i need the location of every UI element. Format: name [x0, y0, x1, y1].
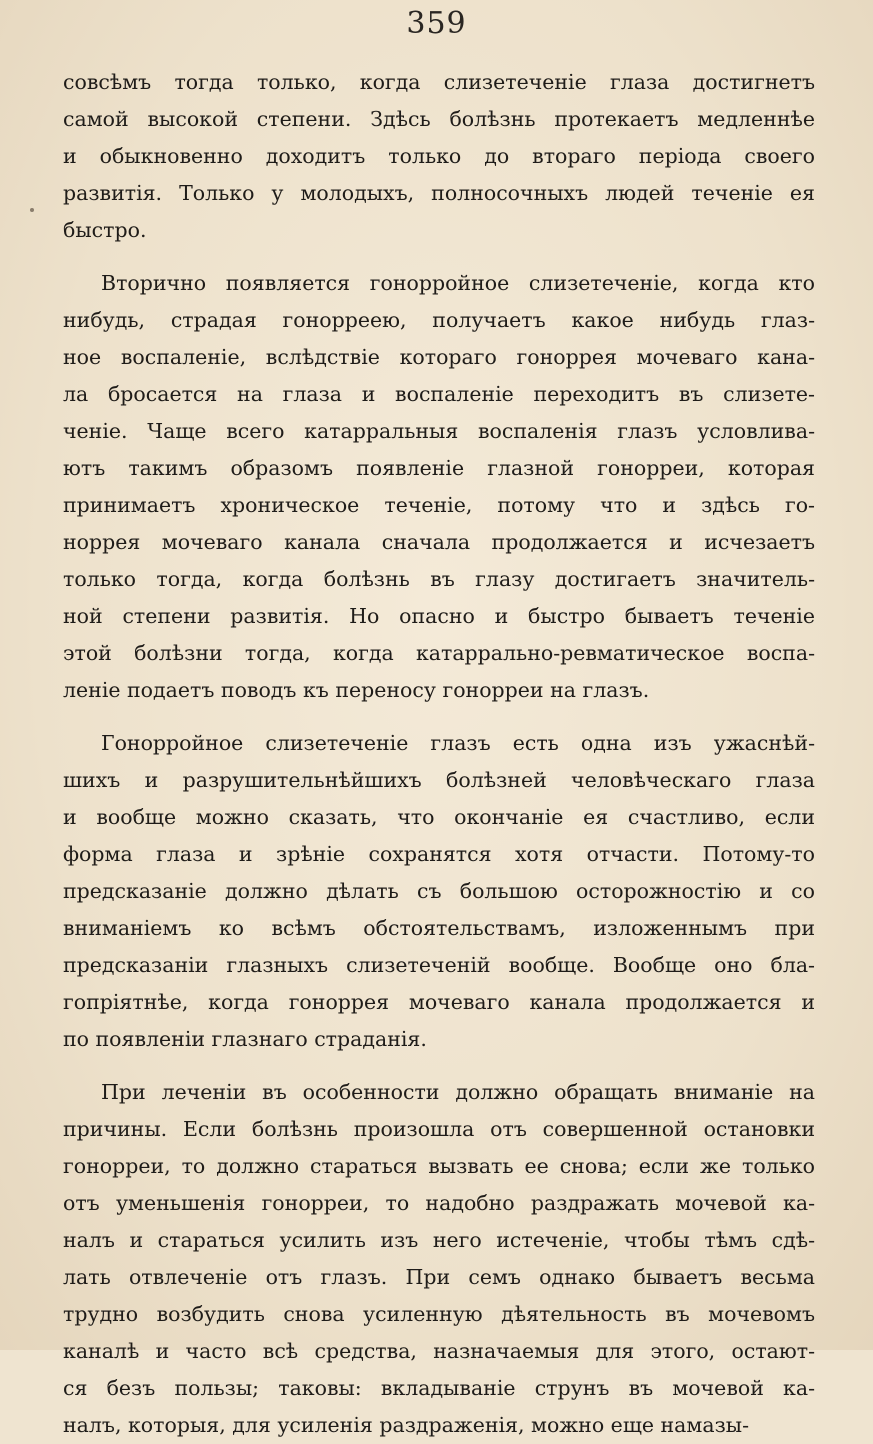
- text-line: самой высокой степени. Здѣсь болѣзнь протекаетъ медленнѣе: [63, 107, 815, 131]
- text-line: этой болѣзни тогда, когда катаррально-ревматическое воспа-: [63, 641, 815, 665]
- text-line: ное воспаленіе, вслѣдствіе котораго гоноррея мочеваго кана-: [63, 345, 815, 369]
- text-line: отъ уменьшенія гонорреи, то надобно раздражать мочевой ка-: [63, 1191, 815, 1215]
- text-line: принимаетъ хроническое теченіе, потому что и здѣсь го-: [63, 493, 815, 517]
- text-line: только тогда, когда болѣзнь въ глазу достигаетъ значитель-: [63, 567, 815, 591]
- text-line: ютъ такимъ образомъ появленіе глазной гонорреи, которая: [63, 456, 815, 480]
- text-line: леніе подаетъ поводъ къ переносу гонорреи на глазъ.: [63, 678, 650, 702]
- paragraph: [63, 265, 815, 709]
- text-line: норрея мочеваго канала сначала продолжается и исчезаетъ: [63, 530, 815, 554]
- paragraph: [63, 725, 815, 1058]
- text-line: Гонорройное слизетеченіе глазъ есть одна изъ ужаснѣй-: [101, 731, 815, 755]
- text-line: ся безъ пользы; таковы: вкладываніе струнъ въ мочевой ка-: [63, 1376, 815, 1400]
- text-line: каналѣ и часто всѣ средства, назначаемыя для этого, остают-: [63, 1339, 815, 1363]
- text-line: развитія. Только у молодыхъ, полносочныхъ людей теченіе ея: [63, 181, 815, 205]
- text-line: трудно возбудить снова усиленную дѣятельность въ мочевомъ: [63, 1302, 815, 1326]
- paragraph-gap: [63, 1058, 815, 1074]
- paragraph: [63, 64, 815, 249]
- text-line: ной степени развитія. Но опасно и быстро бываетъ теченіе: [63, 604, 815, 628]
- text-line: гонорреи, то должно стараться вызвать ее снова; если же только: [63, 1154, 815, 1178]
- text-line: быстро.: [63, 218, 147, 242]
- text-line: нибудь, страдая гонорреею, получаетъ какое нибудь глаз-: [63, 308, 815, 332]
- text-line: налъ, которыя, для усиленія раздраженія, можно еще намазы-: [63, 1413, 749, 1437]
- text-line: При леченіи въ особенности должно обращать вниманіе на: [101, 1080, 815, 1104]
- text-line: предсказаніе должно дѣлать съ большою осторожностію и со: [63, 879, 815, 903]
- paragraph-gap: [63, 709, 815, 725]
- text-line: шихъ и разрушительнѣйшихъ болѣзней человѣческаго глаза: [63, 768, 815, 792]
- text-line: налъ и стараться усилить изъ него истеченіе, чтобы тѣмъ сдѣ-: [63, 1228, 815, 1252]
- paragraph: [63, 1074, 815, 1444]
- text-line: лать отвлеченіе отъ глазъ. При семъ однако бываетъ весьма: [63, 1265, 815, 1289]
- paragraph-gap: [63, 249, 815, 265]
- text-line: совсѣмъ тогда только, когда слизетеченіе глаза достигнетъ: [63, 70, 815, 94]
- text-line: причины. Если болѣзнь произошла отъ совершенной остановки: [63, 1117, 815, 1141]
- text-line: ченіе. Чаще всего катарральныя воспаленія глазъ условлива-: [63, 419, 815, 443]
- text-line: гопріятнѣе, когда гоноррея мочеваго канала продолжается и: [63, 990, 815, 1014]
- text-line: ла бросается на глаза и воспаленіе переходитъ въ слизете-: [63, 382, 815, 406]
- page-number: 359: [406, 6, 467, 41]
- paper-speck: [30, 208, 34, 212]
- text-line: и вообще можно сказать, что окончаніе ея счастливо, если: [63, 805, 815, 829]
- text-line: вниманіемъ ко всѣмъ обстоятельствамъ, изложеннымъ при: [63, 916, 815, 940]
- text-line: Вторично появляется гонорройное слизетеченіе, когда кто: [101, 271, 815, 295]
- page-text-body: [63, 64, 815, 1444]
- text-line: по появленіи глазнаго страданія.: [63, 1027, 427, 1051]
- text-line: форма глаза и зрѣніе сохранятся хотя отчасти. Потому-то: [63, 842, 815, 866]
- text-line: и обыкновенно доходитъ только до втораго періода своего: [63, 144, 815, 168]
- text-line: предсказаніи глазныхъ слизетеченій вообще. Вообще оно бла-: [63, 953, 815, 977]
